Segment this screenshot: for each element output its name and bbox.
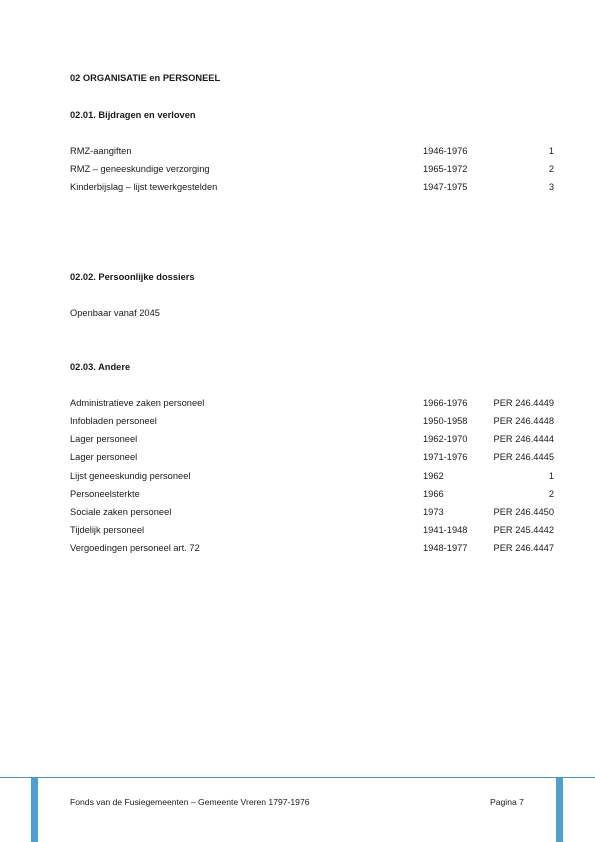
row-years: 1966-1976 (423, 398, 468, 408)
row-description: RMZ-aangiften (70, 146, 132, 156)
section-heading-andere: 02.03. Andere (70, 362, 131, 372)
footer-fonds-label: Fonds van de Fusiegemeenten – Gemeente Vreren 1797-1976 (70, 797, 310, 807)
row-reference: PER 246.4444 (493, 434, 554, 444)
table-row (70, 416, 554, 430)
row-description: RMZ – geneeskundige verzorging (70, 164, 210, 174)
row-description: Lijst geneeskundig personeel (70, 471, 191, 481)
table-row (70, 398, 554, 412)
table-row (70, 164, 554, 178)
row-reference: PER 245.4442 (493, 525, 554, 535)
footer-left-accent-bar (31, 778, 38, 842)
row-reference: PER 246.4449 (493, 398, 554, 408)
row-years: 1946-1976 (423, 146, 468, 156)
table-row (70, 434, 554, 448)
row-reference: 1 (548, 146, 554, 156)
row-description: Lager personeel (70, 434, 138, 444)
row-reference: PER 246.4450 (493, 507, 554, 517)
table-row (70, 507, 554, 521)
table-row (70, 182, 554, 196)
row-reference: 3 (548, 182, 554, 192)
row-reference: 2 (548, 164, 554, 174)
access-note: Openbaar vanaf 2045 (70, 308, 160, 318)
row-years: 1966 (423, 489, 444, 499)
row-years: 1962 (423, 471, 444, 481)
section-heading-persoonlijke-dossiers: 02.02. Persoonlijke dossiers (70, 272, 195, 282)
table-row (70, 146, 554, 160)
row-years: 1948-1977 (423, 543, 468, 553)
section-heading-bijdragen: 02.01. Bijdragen en verloven (70, 110, 196, 120)
row-reference: PER 246.4448 (493, 416, 554, 426)
row-years: 1973 (423, 507, 444, 517)
table-row (70, 525, 554, 539)
row-description: Administratieve zaken personeel (70, 398, 205, 408)
row-description: Kinderbijslag – lijst tewerkgestelden (70, 182, 218, 192)
table-row (70, 489, 554, 503)
page-title: 02 ORGANISATIE en PERSONEEL (70, 73, 221, 83)
row-years: 1971-1976 (423, 452, 468, 462)
row-description: Vergoedingen personeel art. 72 (70, 543, 200, 553)
page-number: Pagina 7 (490, 797, 524, 807)
row-description: Tijdelijk personeel (70, 525, 145, 535)
row-description: Personeelsterkte (70, 489, 140, 499)
row-years: 1947-1975 (423, 182, 468, 192)
row-description: Sociale zaken personeel (70, 507, 172, 517)
row-reference: 2 (548, 489, 554, 499)
row-reference: PER 246.4445 (493, 452, 554, 462)
row-years: 1950-1958 (423, 416, 468, 426)
table-row (70, 452, 554, 466)
row-years: 1941-1948 (423, 525, 468, 535)
row-description: Lager personeel (70, 452, 138, 462)
footer-right-accent-bar (556, 778, 563, 842)
row-years: 1965-1972 (423, 164, 468, 174)
row-description: Infobladen personeel (70, 416, 157, 426)
row-reference: 1 (548, 471, 554, 481)
row-reference: PER 246.4447 (493, 543, 554, 553)
row-years: 1962-1970 (423, 434, 468, 444)
table-row (70, 543, 554, 557)
footer-divider (0, 777, 595, 778)
table-row (70, 471, 554, 485)
